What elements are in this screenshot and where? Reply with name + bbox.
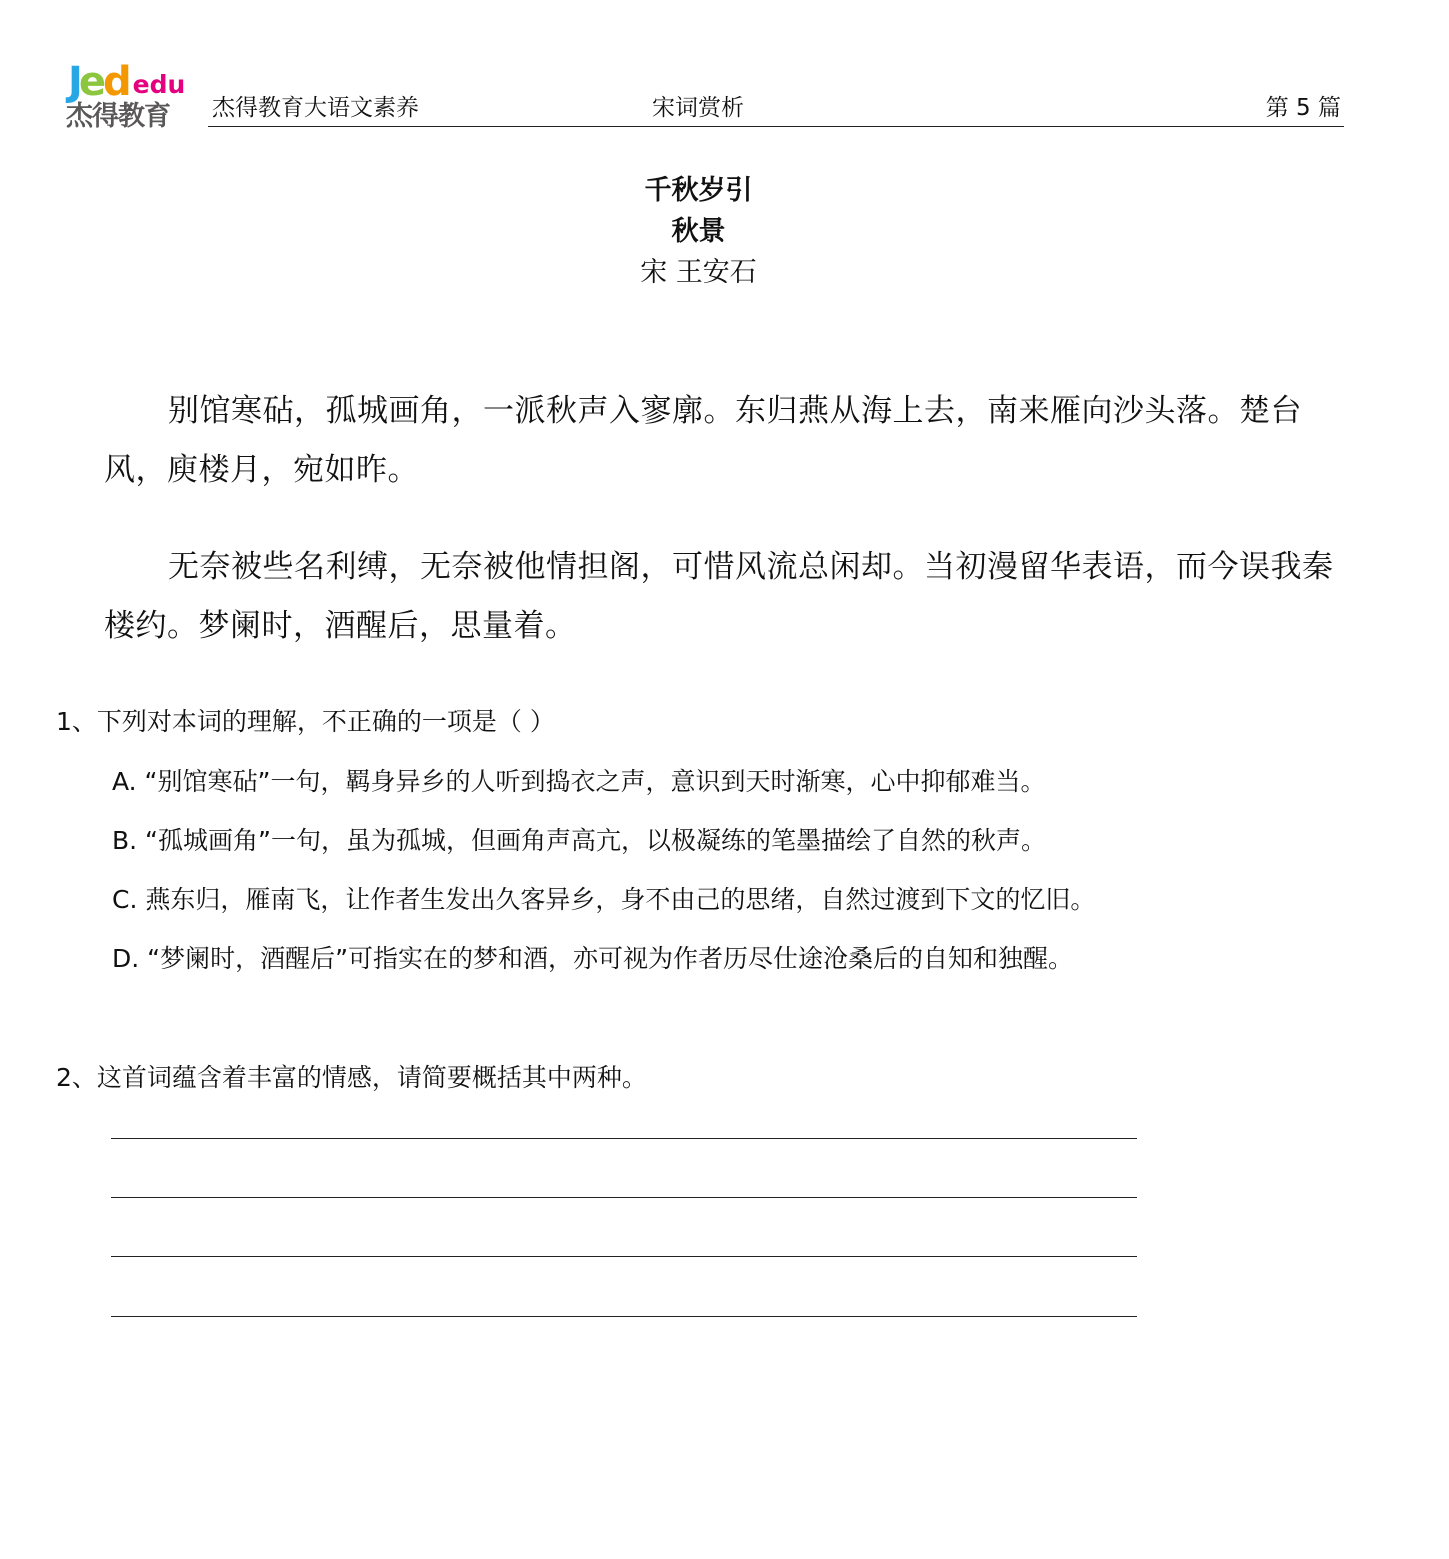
- answer-line: [111, 1256, 1137, 1257]
- answer-line: [111, 1197, 1137, 1198]
- jiede-logo: [66, 59, 188, 134]
- poem-author: 宋 王安石: [640, 257, 757, 288]
- logo-letter-d: d: [103, 59, 132, 105]
- question-1-option-c: C. 燕东归，雁南飞，让作者生发出久客异乡，身不由己的思绪，自然过渡到下文的忆旧。: [112, 885, 1096, 914]
- poem-stanza-2: 无奈被些名利缚，无奈被他情担阁，可惜风流总闲却。当初漫留华表语，而今误我秦楼约。梦阑时，酒醒后，思量着。: [104, 549, 1334, 644]
- question-1-option-d: D. “梦阑时，酒醒后”可指实在的梦和酒，亦可视为作者历尽仕途沧桑后的自知和独醒。: [112, 944, 1074, 973]
- question-1-option-a: A. “别馆寒砧”一句，羁身异乡的人听到捣衣之声，意识到天时渐寒，心中抑郁难当。: [112, 767, 1046, 796]
- logo-chinese-text: 杰得教育: [66, 101, 170, 132]
- logo-latin-text: [68, 59, 186, 105]
- header-section-title: 宋词赏析: [652, 95, 744, 121]
- header-rule: [208, 126, 1344, 127]
- answer-line: [111, 1138, 1137, 1139]
- question-2: 2、这首词蕴含着丰富的情感，请简要概括其中两种。: [56, 1063, 647, 1092]
- logo-letters-edu: edu: [132, 70, 186, 99]
- answer-line: [111, 1316, 1137, 1317]
- logo-letter-e: e: [78, 59, 107, 105]
- header-series-title: 杰得教育大语文素养: [212, 95, 419, 121]
- poem-title: 秋景: [671, 216, 726, 247]
- poem-stanza-1: 别馆寒砧，孤城画角，一派秋声入寥廓。东归燕从海上去，南来雁向沙头落。楚台风，庾楼月，宛如昨。: [104, 393, 1302, 488]
- question-1: 1、下列对本词的理解，不正确的一项是（ ）: [56, 707, 555, 736]
- question-1-option-b: B. “孤城画角”一句，虽为孤城，但画角声高亢，以极凝练的笔墨描绘了自然的秋声。: [112, 826, 1046, 855]
- poem-tune-name: 千秋岁引: [644, 175, 753, 206]
- logo-letter-j: J: [68, 59, 83, 105]
- header-lesson-number: 第 5 篇: [1265, 95, 1341, 121]
